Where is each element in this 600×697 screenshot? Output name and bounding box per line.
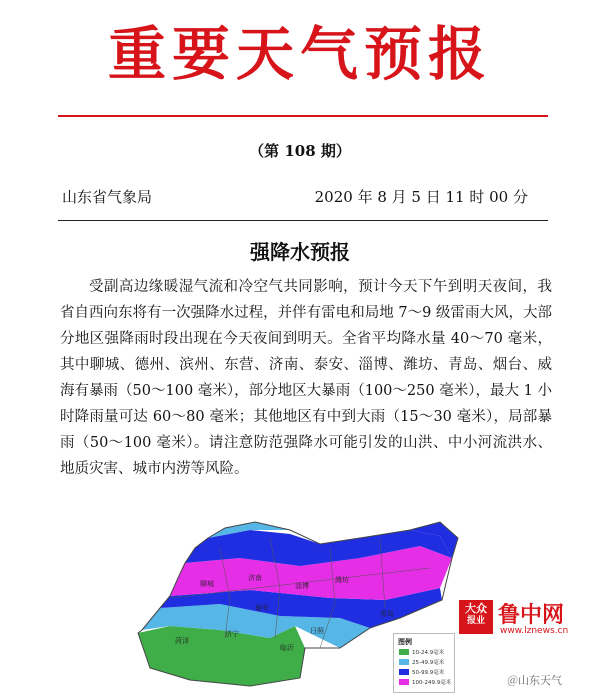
title-divider [58, 115, 548, 117]
dazhong-logo [459, 600, 493, 634]
legend-swatch-magenta [399, 679, 409, 685]
legend-item [399, 668, 444, 676]
issue-datetime: 2020 年 8 月 5 日 11 时 00 分 [314, 188, 528, 206]
legend-swatch-lightblue [399, 659, 409, 665]
site-url: www.lznews.cn [500, 626, 569, 636]
map-label-3: 泰安 [255, 604, 269, 612]
legend-title: 图例 [398, 638, 412, 646]
site-name: 鲁中网 [498, 603, 565, 628]
map-label-9: 济宁 [225, 630, 239, 638]
legend-item [399, 678, 451, 686]
legend-label: 25-49.9毫米 [412, 660, 445, 666]
logo-top-text: 大众 [465, 602, 487, 615]
issue-number: （第 108 期） [249, 142, 351, 160]
issuer: 山东省气象局 [62, 188, 153, 206]
map-label-8: 临沂 [280, 644, 294, 652]
legend-label: 100-249.9毫米 [412, 680, 452, 686]
header-divider [58, 220, 548, 221]
document-title: 重要天气预报 [107, 20, 492, 88]
legend-swatch-blue [399, 669, 409, 675]
map-legend [393, 633, 455, 693]
weibo-watermark: ＠山东天气 [507, 674, 562, 687]
legend-label: 50-99.9毫米 [412, 670, 445, 676]
map-label-6: 青岛 [380, 610, 394, 618]
map-label-7: 日照 [310, 627, 324, 635]
logo-bottom-text: 报业 [466, 616, 485, 626]
map-label-1: 聊城 [200, 580, 214, 588]
legend-item [399, 648, 444, 656]
map-label-10: 菏泽 [175, 637, 189, 645]
map-label-2: 济南 [248, 574, 262, 582]
forecast-subtitle: 强降水预报 [250, 240, 350, 264]
legend-label: 10-24.9毫米 [412, 650, 445, 656]
map-label-5: 潍坊 [335, 576, 349, 584]
map-label-4: 淄博 [295, 582, 309, 590]
legend-swatch-green [399, 649, 409, 655]
map-zone-green [138, 626, 305, 686]
legend-item [399, 658, 444, 666]
forecast-body: 受副高边缘暖湿气流和冷空气共同影响，预计今天下午到明天夜间，我省自西向东将有一次强降水过程，并伴有雷电和局地 7～9 级雷雨大风，大部分地区强降雨时段出现在今天夜间到明天。全省平均降水量 40～70 毫米，其中聊城、德州、滨州、东营、济南、泰安、淄博、潍坊、青岛、烟台、威海有暴雨（50～100 毫米），部分地区大暴雨（100～250 毫米），最大 1 小时降雨量可达 60～80 毫米；其他地区有中到大雨（15～30 毫米），局部暴雨（50～100 毫米）。请注意防范强降水可能引发的山洪、中小河流洪水、地质灾害、城市内涝等风险。 [60, 279, 552, 477]
